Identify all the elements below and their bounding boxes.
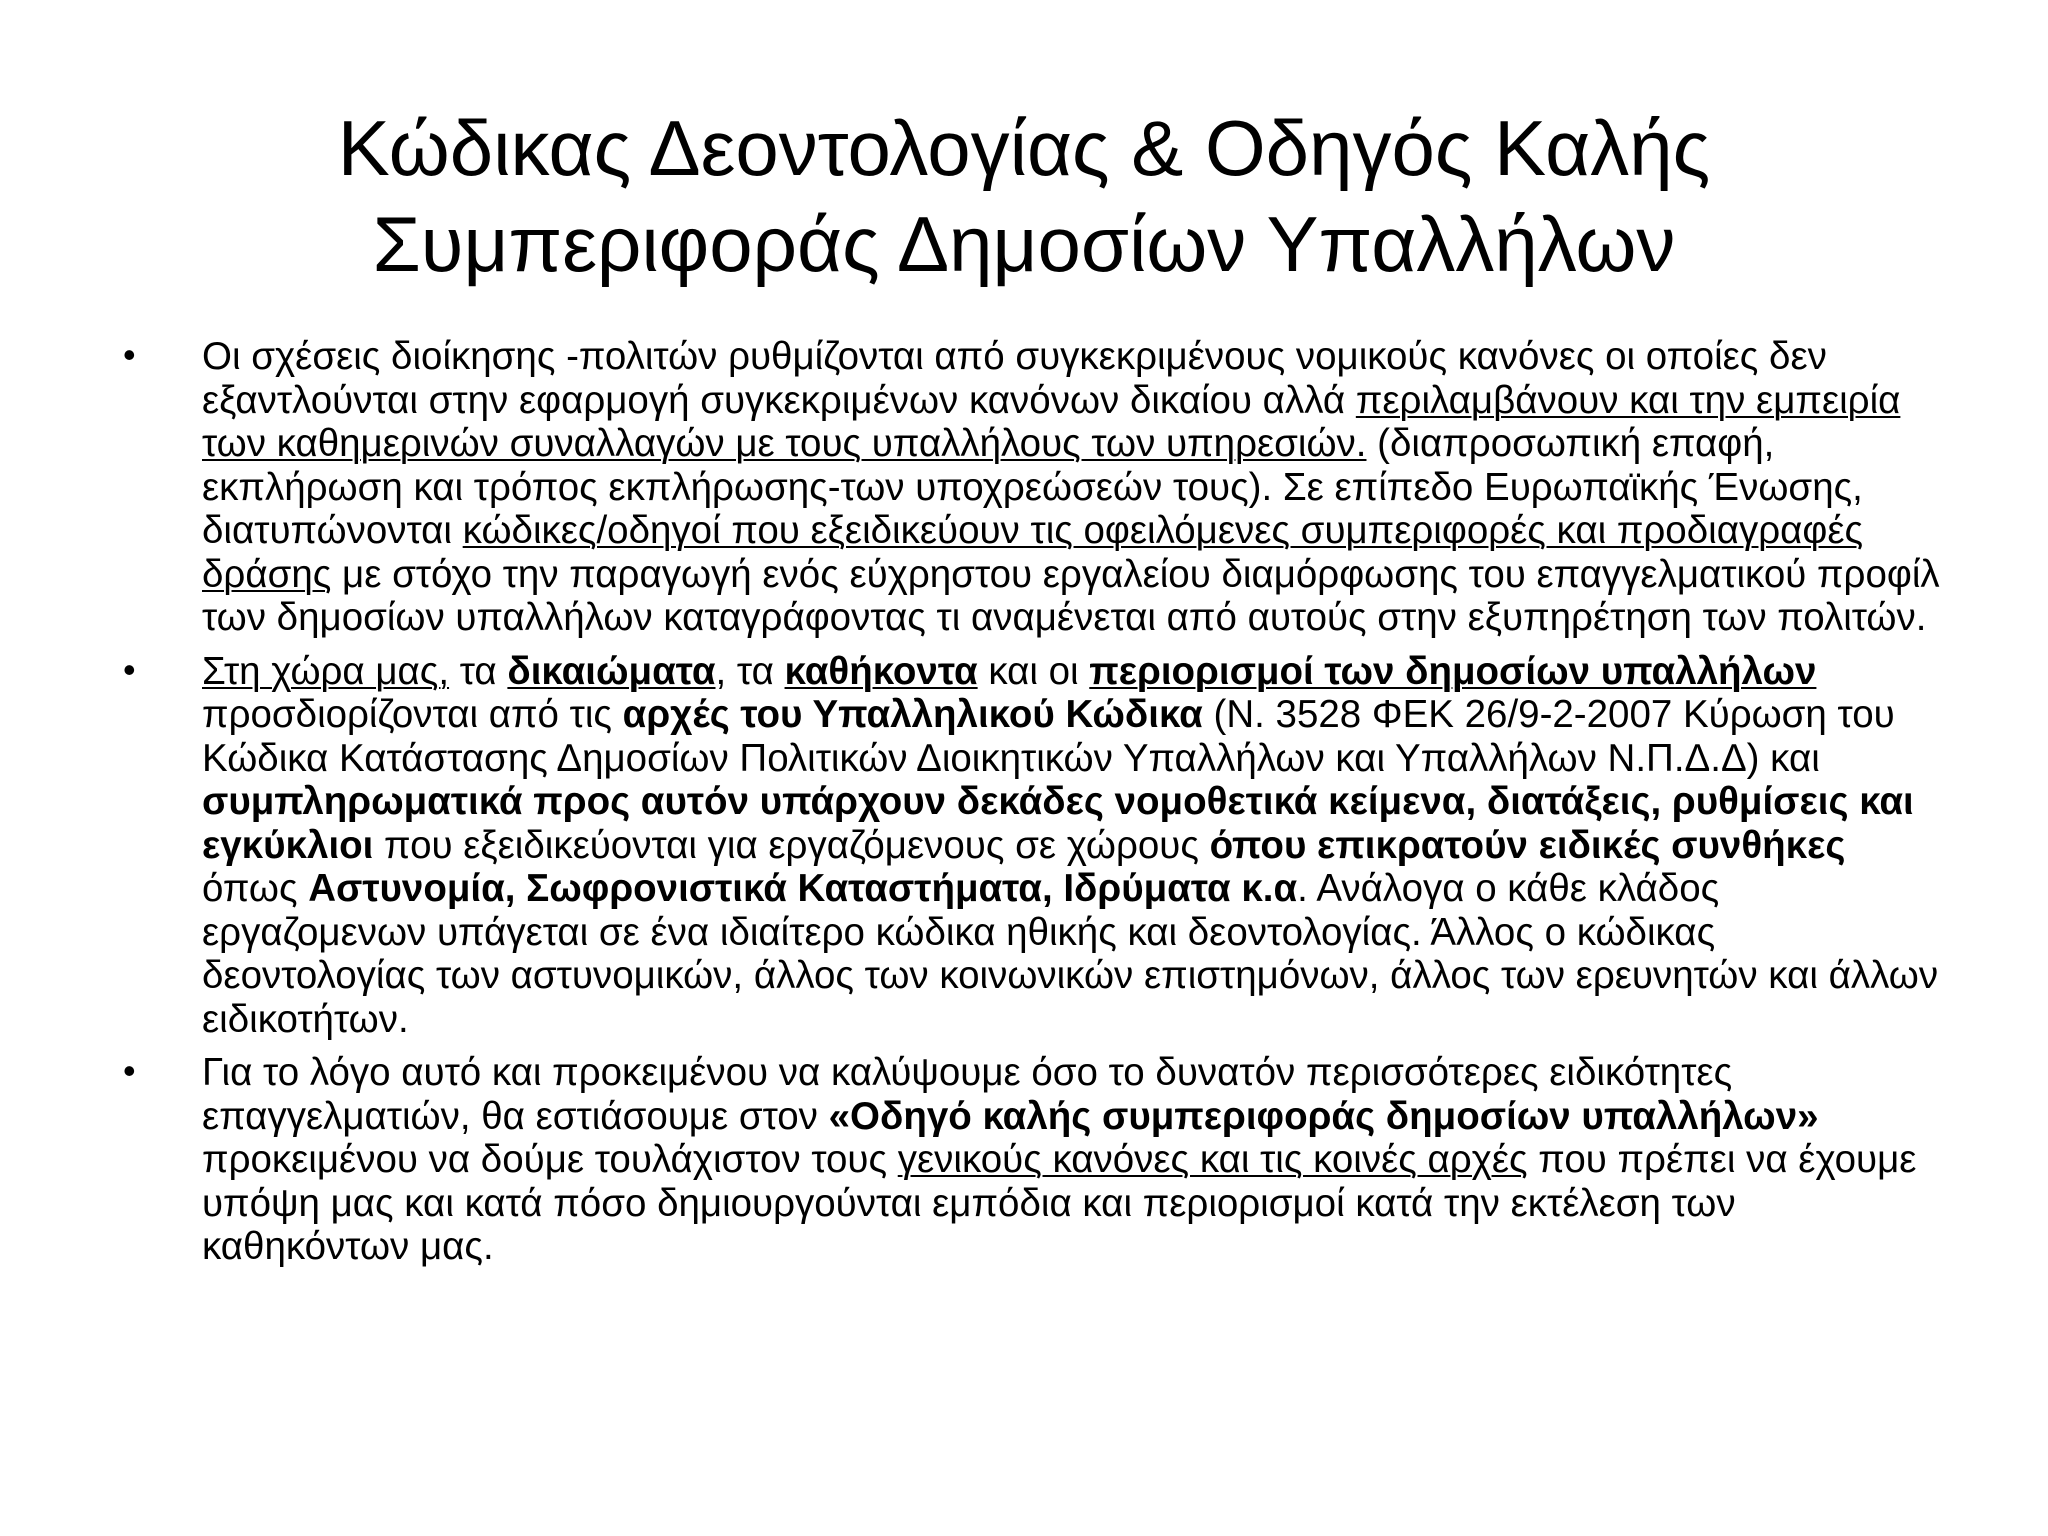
underlined-text: περιλαμβάνουν και την εμπειρία των καθημερινών συναλλαγών με τους υπαλλήλους των υπηρεσιών. xyxy=(202,378,1901,465)
text-segment: Για το λόγο αυτό και προκειμένου να καλύψουμε όσο το δυνατόν περισσότερες ειδικότητες επαγγελματιών, θα εστιάσουμε στον xyxy=(202,1051,1733,1138)
slide-title-line-2: Συμπεριφοράς Δημοσίων Υπαλλήλων xyxy=(372,200,1676,288)
bullet-item-1 xyxy=(118,335,1948,640)
bullet-marker: • xyxy=(123,1050,136,1091)
text-segment: προσδιορίζονται από τις xyxy=(202,693,623,736)
bold-text: αρχές του Υπαλληλικού Κώδικα xyxy=(622,693,1203,736)
bold-underlined-text: δικαιώματα xyxy=(507,649,716,693)
underlined-text: γενικούς κανόνες και τις κοινές αρχές xyxy=(897,1138,1528,1181)
bullet-item-3 xyxy=(118,1051,1948,1269)
text-segment: που εξειδικεύονται για εργαζόμενους σε χώρους xyxy=(373,823,1210,867)
text-segment: που πρέπει να έχουμε υπόψη μας και κατά πόσο δημιουργούνται εμπόδια και περιορισμοί κατά την εκτέλεση των καθηκόντων μας. xyxy=(202,1138,1917,1268)
text-segment: (Ν. 3528 ΦΕΚ 26/9-2-2007 Κύρωση του Κώδικα Κατάστασης Δημοσίων Πολιτικών Διοικητικών Υπαλλήλων και Υπαλλήλων Ν.Π.Δ.Δ) και xyxy=(202,693,1895,780)
bold-text: όπου επικρατούν ειδικές συνθήκες xyxy=(1209,823,1846,867)
bullet-list xyxy=(118,335,1948,1279)
text-segment: (διαπροσωπική επαφή, εκπλήρωση και τρόπος εκπλήρωσης-των υποχρεώσεών τους). Σε επίπεδο Ευρωπαϊκής Ένωσης, διατυπώνονται xyxy=(202,422,1863,552)
slide-title-line-1: Κώδικας Δεοντολογίας & Οδηγός Καλής xyxy=(337,104,1711,192)
bold-underlined-text: καθήκοντα xyxy=(784,649,978,693)
text-segment: τα xyxy=(449,649,508,693)
bold-text: Αστυνομία, Σωφρονιστικά Καταστήματα, Ιδρύματα κ.α xyxy=(308,867,1298,910)
text-segment: Οι σχέσεις διοίκησης -πολιτών ρυθμίζονται από συγκεκριμένους νομικούς κανόνες οι οποίες δεν εξαντλούνται στην εφαρμογή συγκεκριμένων κανόνων δικαίου αλλά xyxy=(202,335,1827,422)
underlined-text: κώδικες/οδηγοί που εξειδικεύουν τις οφειλόμενες συμπεριφορές και προδιαγραφές δράσης xyxy=(202,509,1864,596)
bullet-marker: • xyxy=(123,648,136,690)
slide-title xyxy=(0,100,2048,292)
text-segment: . Ανάλογα ο κάθε κλάδος εργαζομενων υπάγεται σε ένα ιδιαίτερο κώδικα ηθικής και δεοντολογίας. Άλλος ο κώδικας δεοντολογίας των αστυνομικών, άλλος των κοινωνικών επιστημόνων, άλλος των ερευνητών και άλλων ειδικοτήτων. xyxy=(202,867,1939,1041)
underlined-text: Στη χώρα μας, xyxy=(202,649,450,693)
text-segment: , τα xyxy=(715,649,785,693)
text-segment: όπως xyxy=(202,867,309,910)
bold-text: «Οδηγό καλής συμπεριφοράς δημοσίων υπαλλήλων» xyxy=(828,1094,1819,1138)
bold-underlined-text: περιορισμοί των δημοσίων υπαλλήλων xyxy=(1089,649,1817,693)
bullet-marker: • xyxy=(123,334,136,375)
bullet-item-2 xyxy=(118,650,1948,1042)
text-segment: προκειμένου να δούμε τουλάχιστον τους xyxy=(202,1138,898,1181)
text-segment: και οι xyxy=(977,649,1090,693)
text-segment: με στόχο την παραγωγή ενός εύχρηστου εργαλείου διαμόρφωσης του επαγγελματικού προφίλ των δημοσίων υπαλλήλων καταγράφοντας τι αναμένεται από αυτούς στην εξυπηρέτηση των πολιτών. xyxy=(202,552,1940,639)
bold-text: συμπληρωματικά προς αυτόν υπάρχουν δεκάδες νομοθετικά κείμενα, διατάξεις, ρυθμίσεις και εγκύκλιοι xyxy=(202,780,1914,867)
